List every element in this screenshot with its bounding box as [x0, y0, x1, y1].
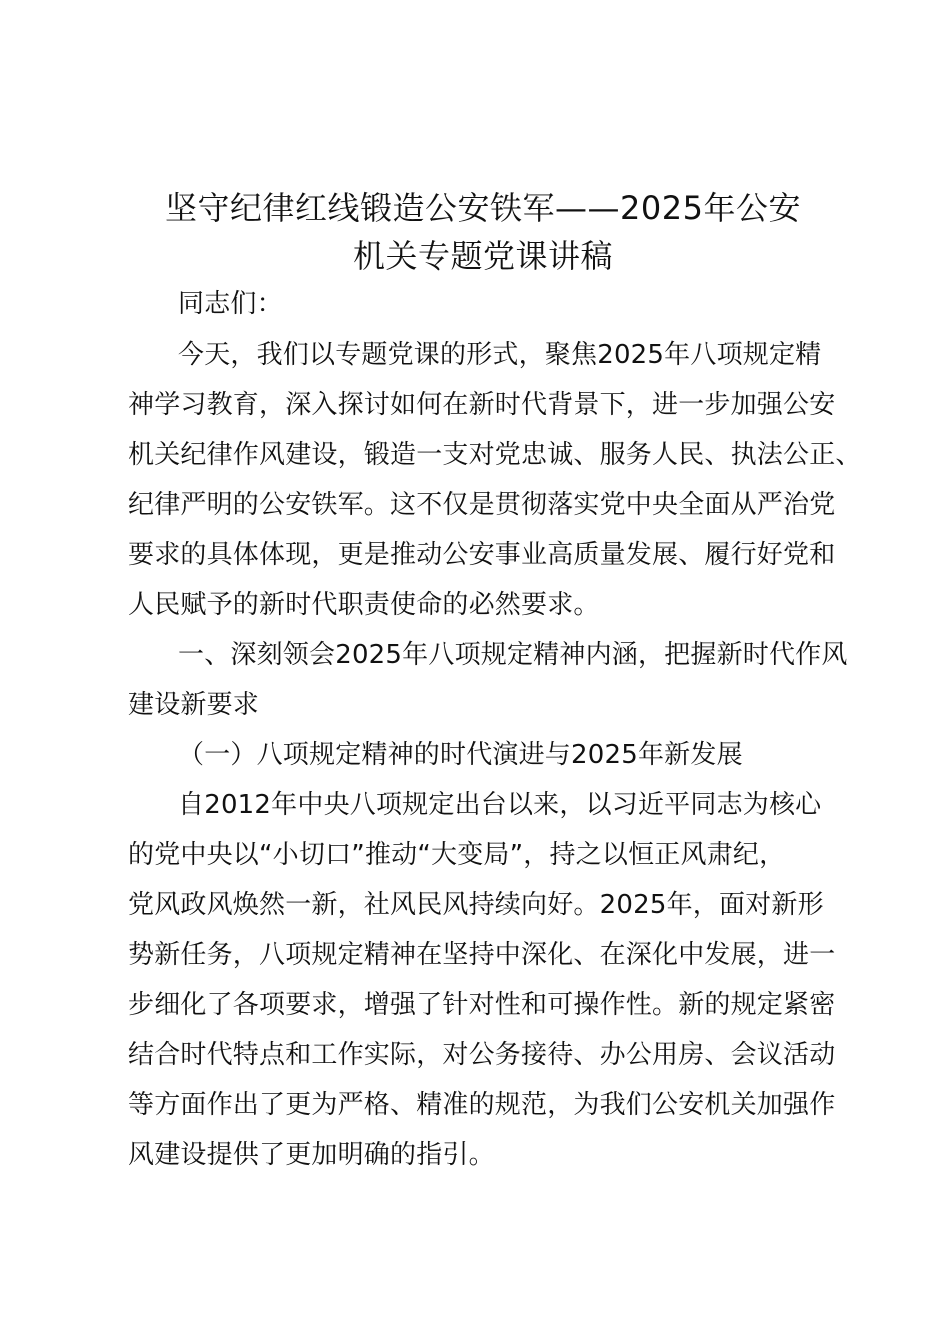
- paragraph-1-line: 今天，我们以专题党课的形式，聚焦2025年八项规定精: [178, 340, 822, 370]
- paragraph-1-line: 神学习教育，深入探讨如何在新时代背景下，进一步加强公安: [128, 390, 836, 420]
- document-title-line-2: 机关专题党课讲稿: [352, 237, 613, 275]
- section-heading-line: 一、深刻领会2025年八项规定精神内涵，把握新时代作风: [178, 640, 848, 670]
- paragraph-2-line: 势新任务，八项规定精神在坚持中深化、在深化中发展，进一: [128, 940, 836, 970]
- paragraph-2-line: 结合时代特点和工作实际，对公务接待、办公用房、会议活动: [128, 1040, 836, 1070]
- subsection-heading: （一）八项规定精神的时代演进与2025年新发展: [178, 740, 743, 770]
- paragraph-2-line: 自2012年中央八项规定出台以来，以习近平同志为核心: [178, 790, 822, 820]
- paragraph-1-line: 纪律严明的公安铁军。这不仅是贯彻落实党中央全面从严治党: [128, 490, 836, 520]
- paragraph-1-line: 人民赋予的新时代职责使命的必然要求。: [128, 590, 600, 620]
- paragraph-2-line: 等方面作出了更为严格、精准的规范，为我们公安机关加强作: [128, 1090, 836, 1120]
- paragraph-1-line: 要求的具体体现，更是推动公安事业高质量发展、履行好党和: [128, 540, 836, 570]
- section-heading-line: 建设新要求: [128, 690, 260, 720]
- document-title-line-1: 坚守纪律红线锻造公安铁军——2025年公安: [165, 189, 801, 227]
- paragraph-2-line: 的党中央以“小切口”推动“大变局”，持之以恒正风肃纪，: [128, 840, 786, 870]
- greeting: 同志们：: [178, 289, 283, 319]
- paragraph-2-line: 步细化了各项要求，增强了针对性和可操作性。新的规定紧密: [128, 990, 836, 1020]
- paragraph-2-line: 风建设提供了更加明确的指引。: [128, 1140, 495, 1170]
- paragraph-1-line: 机关纪律作风建设，锻造一支对党忠诚、服务人民、执法公正、: [128, 440, 862, 470]
- paragraph-2-line: 党风政风焕然一新，社风民风持续向好。2025年，面对新形: [128, 890, 824, 920]
